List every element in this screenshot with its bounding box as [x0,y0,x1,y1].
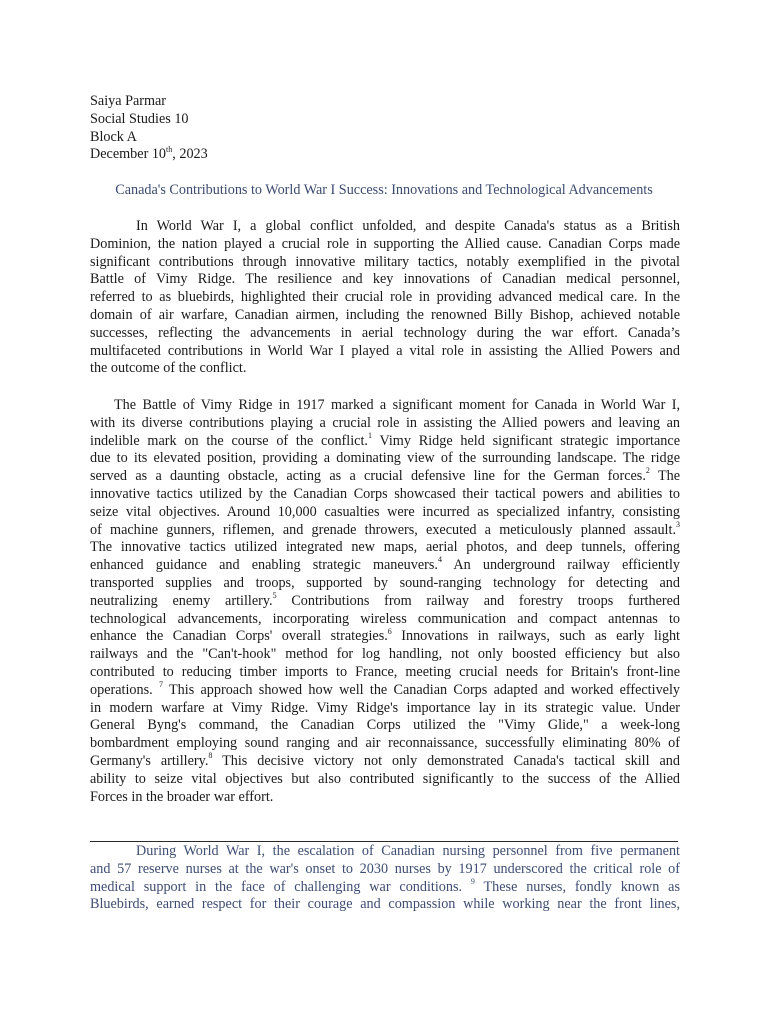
course-name: Social Studies 10 [90,110,189,127]
paragraph-line: of machine gunners, riflemen, and grenade throwers, executed a meticulously planned assault.$^3$ [90,519,680,538]
paragraph-line: in modern warfare at Vimy Ridge. Vimy Ridge's importance lay in its strategic value. Under [90,699,680,716]
paragraph-line: During World War I, the escalation of Canadian nursing personnel from five permanent [136,843,680,859]
paragraph-line: innovative tactics utilized by the Canadian Corps showcased their tactical powers and abilities to [90,485,680,502]
paragraph-line: due to its elevated position, providing a dominating view of the surrounding landscape. The ridge [90,450,680,467]
student-name: Saiya Parmar [90,93,167,109]
paragraph-line: Germany's artillery.$^8$ This decisive victory not only demonstrated Canada's tactical skill and [90,751,680,769]
paragraph-line: Battle of Vimy Ridge. The resilience and key innovations of Canadian medical personnel, [90,271,680,288]
footnote-ref: 7 [158,680,163,690]
document-date: December 10th, 2023 [90,144,208,163]
paragraph-line: with its diverse contributions playing a crucial role in assisting the Allied powers and leaving an [90,414,680,431]
paragraph-intro [90,218,680,378]
footnote-ref: 8 [208,751,213,761]
paragraph-line: technological advancements, incorporating wireless communication and compact antennas to [90,610,680,627]
paragraph-line: the outcome of the conflict. [90,360,247,377]
paragraph-line: railways and the "Can't-hook" method for log handling, not only boosted efficiency but also [90,646,680,663]
paragraph-line: Bluebirds, earned respect for their courage and compassion while working near the front lines, [90,896,680,913]
paragraph-line: significant contributions through innovative military tactics, notably exemplified in the pivotal [90,253,680,270]
paragraph-line: The innovative tactics utilized integrated new maps, aerial photos, and deep tunnels, offering [90,539,680,556]
paragraph-line: medical support in the face of challenging war conditions. $^9$ These nurses, fondly known as [90,876,680,895]
paragraph-line: domain of air warfare, Canadian airmen, including the renowned Billy Bishop, achieved notable [90,306,680,323]
paragraph-line: enhanced guidance and enabling strategic maneuvers.$^4$ An underground railway efficiently [90,555,680,574]
class-block: Block A [90,128,137,145]
paragraph-line: enhance the Canadian Corps' overall strategies.$^6$ Innovations in railways, such as early light [90,626,680,645]
paragraph-line: transported supplies and troops, supported by sound-ranging technology for detecting and [90,574,680,591]
footnote-ref: 9 [470,876,475,886]
paragraph-line: neutralizing enemy artillery.$^5$ Contributions from railway and forestry troops furthered [90,591,680,609]
footnote-ref: 3 [676,519,680,529]
footnote-ref: 4 [437,555,442,565]
paragraph-line: referred to as bluebirds, highlighted their crucial role in providing advanced medical care. In the [90,289,680,306]
footnote-ref: 2 [645,466,650,476]
section-divider [90,841,678,842]
paragraph-line: General Byng's command, the Canadian Corps utilized the "Vimy Glide," a week-long [90,717,680,734]
paragraph-line: seize vital objectives. Around 10,000 casualties were incurred as specialized infantry, consisting [90,503,680,520]
paragraph-vimy-ridge [90,397,680,806]
footnote-ref: 6 [387,626,392,636]
student-header [90,93,208,164]
paragraph-line: multifaceted contributions in World War I played a vital role in assisting the Allied Powers and [90,342,680,359]
paragraph-line: and 57 reserve nurses at the war's onset to 2030 nurses by 1917 underscored the critical role of [90,860,680,877]
paragraph-line: contributed to reducing timber imports to France, meeting crucial needs for Britain's front-line [90,663,680,680]
footnote-ref: 1 [367,430,372,440]
paragraph-line: The Battle of Vimy Ridge in 1917 marked a significant moment for Canada in World War I, [114,397,680,413]
paragraph-line: successes, reflecting the advancements in aerial technology during the war effort. Canada’s [90,324,680,341]
paragraph-line: Dominion, the nation played a crucial role in supporting the Allied cause. Canadian Corps made [90,235,680,252]
footnote-ref: 5 [272,591,277,601]
paragraph-line: served as a daunting obstacle, acting as a crucial defensive line for the German forces.$^2$ The [90,466,680,485]
paragraph-line: bombardment employing sound ranging and air reconnaissance, successfully eliminating 80% of [90,735,680,752]
paragraph-line: ability to seize vital objectives but also contributed significantly to the success of the Allied [90,770,680,787]
paragraph-line: operations. $^7$ This approach showed how well the Canadian Corps adapted and worked effectively [90,680,680,698]
paragraph-line: indelible mark on the course of the conflict.$^1$ Vimy Ridge held significant strategic importance [90,430,680,449]
paragraph-nursing [90,843,680,914]
paragraph-line: Forces in the broader war effort. [90,788,274,805]
essay-title: Canada's Contributions to World War I Success: Innovations and Technological Advancements [115,182,653,198]
paragraph-line: In World War I, a global conflict unfolded, and despite Canada's status as a British [136,218,680,234]
